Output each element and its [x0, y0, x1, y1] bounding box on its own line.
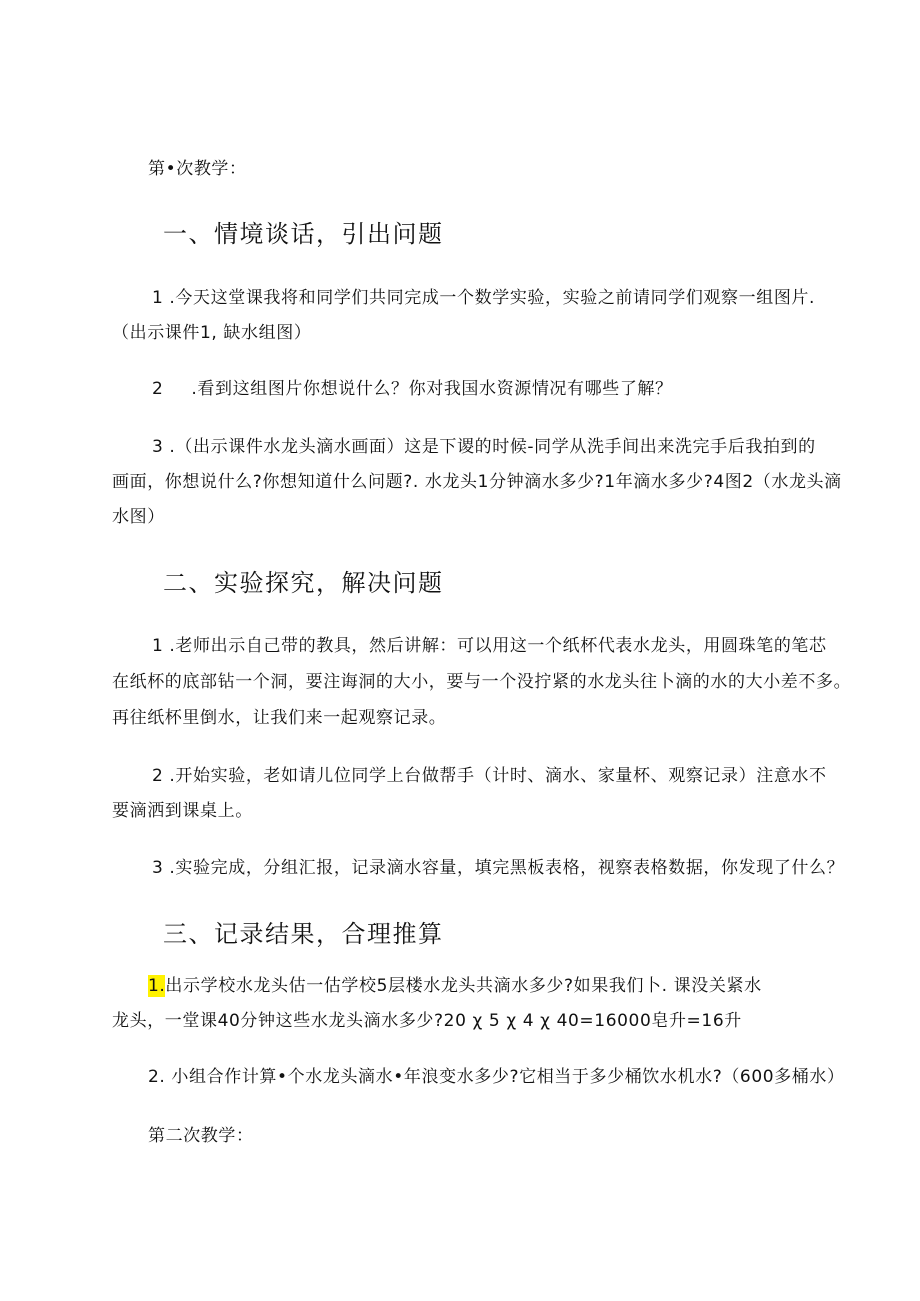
- item-number: 1: [152, 636, 164, 656]
- paragraph-1-3-line-3: 水图）: [112, 507, 165, 527]
- paragraph-2-3-line-1: [152, 857, 844, 879]
- item-number: 2.: [148, 1067, 166, 1087]
- section-heading-3: 三、记录结果，合理推算: [163, 920, 444, 948]
- item-text: 出示学校水龙头估一估学校5层楼水龙头共滴水多少?如果我们卜. 课没关紧水: [165, 976, 762, 996]
- item-number: 3: [152, 858, 164, 878]
- item-number: 2: [152, 379, 164, 399]
- paragraph-2-2-line-2: 要滴洒到课桌上。: [112, 801, 253, 821]
- lesson-label-second: 第二次教学：: [148, 1126, 254, 1146]
- highlighted-item-number: 1.: [148, 976, 166, 996]
- item-number: 3: [152, 437, 164, 457]
- item-text: .老师出示自己带的教具，然后讲解：可以用这一个纸杯代表水龙头，用圆珠笔的笔芯: [163, 636, 827, 656]
- paragraph-1-3-line-1: [152, 436, 816, 458]
- paragraph-1-2-line-1: [152, 378, 673, 400]
- paragraph-2-1-line-1: [152, 635, 827, 657]
- paragraph-3-1-line-1: [148, 975, 762, 997]
- paragraph-2-1-line-2: 在纸杯的底部钻一个洞，要注诲洞的大小，要与一个没拧紧的水龙头往卜滴的水的大小差不多。: [112, 672, 852, 692]
- item-number: 2: [152, 766, 164, 786]
- item-text: .今天这堂课我将和同学们共同完成一个数学实验，实验之前请同学们观察一组图片.: [163, 288, 816, 308]
- paragraph-1-1-line-1: [152, 287, 815, 309]
- paragraph-2-1-line-3: 再往纸杯里倒水，让我们来一起观察记录。: [112, 708, 447, 728]
- lesson-label-first: 第•次教学：: [148, 159, 247, 179]
- paragraph-1-3-line-2: 画面，你想说什么?你想知道什么问题?. 水龙头1分钟滴水多少?1年滴水多少?4图2（水龙头滴: [112, 472, 842, 492]
- item-number: 1: [152, 288, 164, 308]
- section-heading-1: 一、情境谈话，引出问题: [163, 220, 444, 248]
- item-text: .实验完成，分组汇报，记录滴水容量，填完黑板表格，视察表格数据，你发现了什么？: [163, 858, 845, 878]
- paragraph-3-2-line-1: [148, 1066, 845, 1088]
- paragraph-2-2-line-1: [152, 765, 827, 787]
- paragraph-1-1-line-2: （出示课件1, 缺水组图）: [112, 323, 312, 343]
- item-text: 小组合作计算•个水龙头滴水•年浪变水多少?它相当于多少桶饮水机水?（600多桶水）: [165, 1067, 845, 1087]
- paragraph-3-1-line-2: 龙头，一堂课40分钟这些水龙头滴水多少?20 χ 5 χ 4 χ 40=16000皂升=16升: [112, 1011, 742, 1031]
- item-text: .（出示课件水龙头滴水画面）这是下谡的时候-同学从洗手间出来洗完手后我拍到的: [163, 437, 816, 457]
- item-text: .开始实验，老如请儿位同学上台做帮手（计时、滴水、家量杯、观察记录）注意水不: [163, 766, 827, 786]
- section-heading-2: 二、实验探究，解决问题: [163, 569, 444, 597]
- item-text: .看到这组图片你想说什么？你对我国水资源情况有哪些了解？: [191, 379, 673, 399]
